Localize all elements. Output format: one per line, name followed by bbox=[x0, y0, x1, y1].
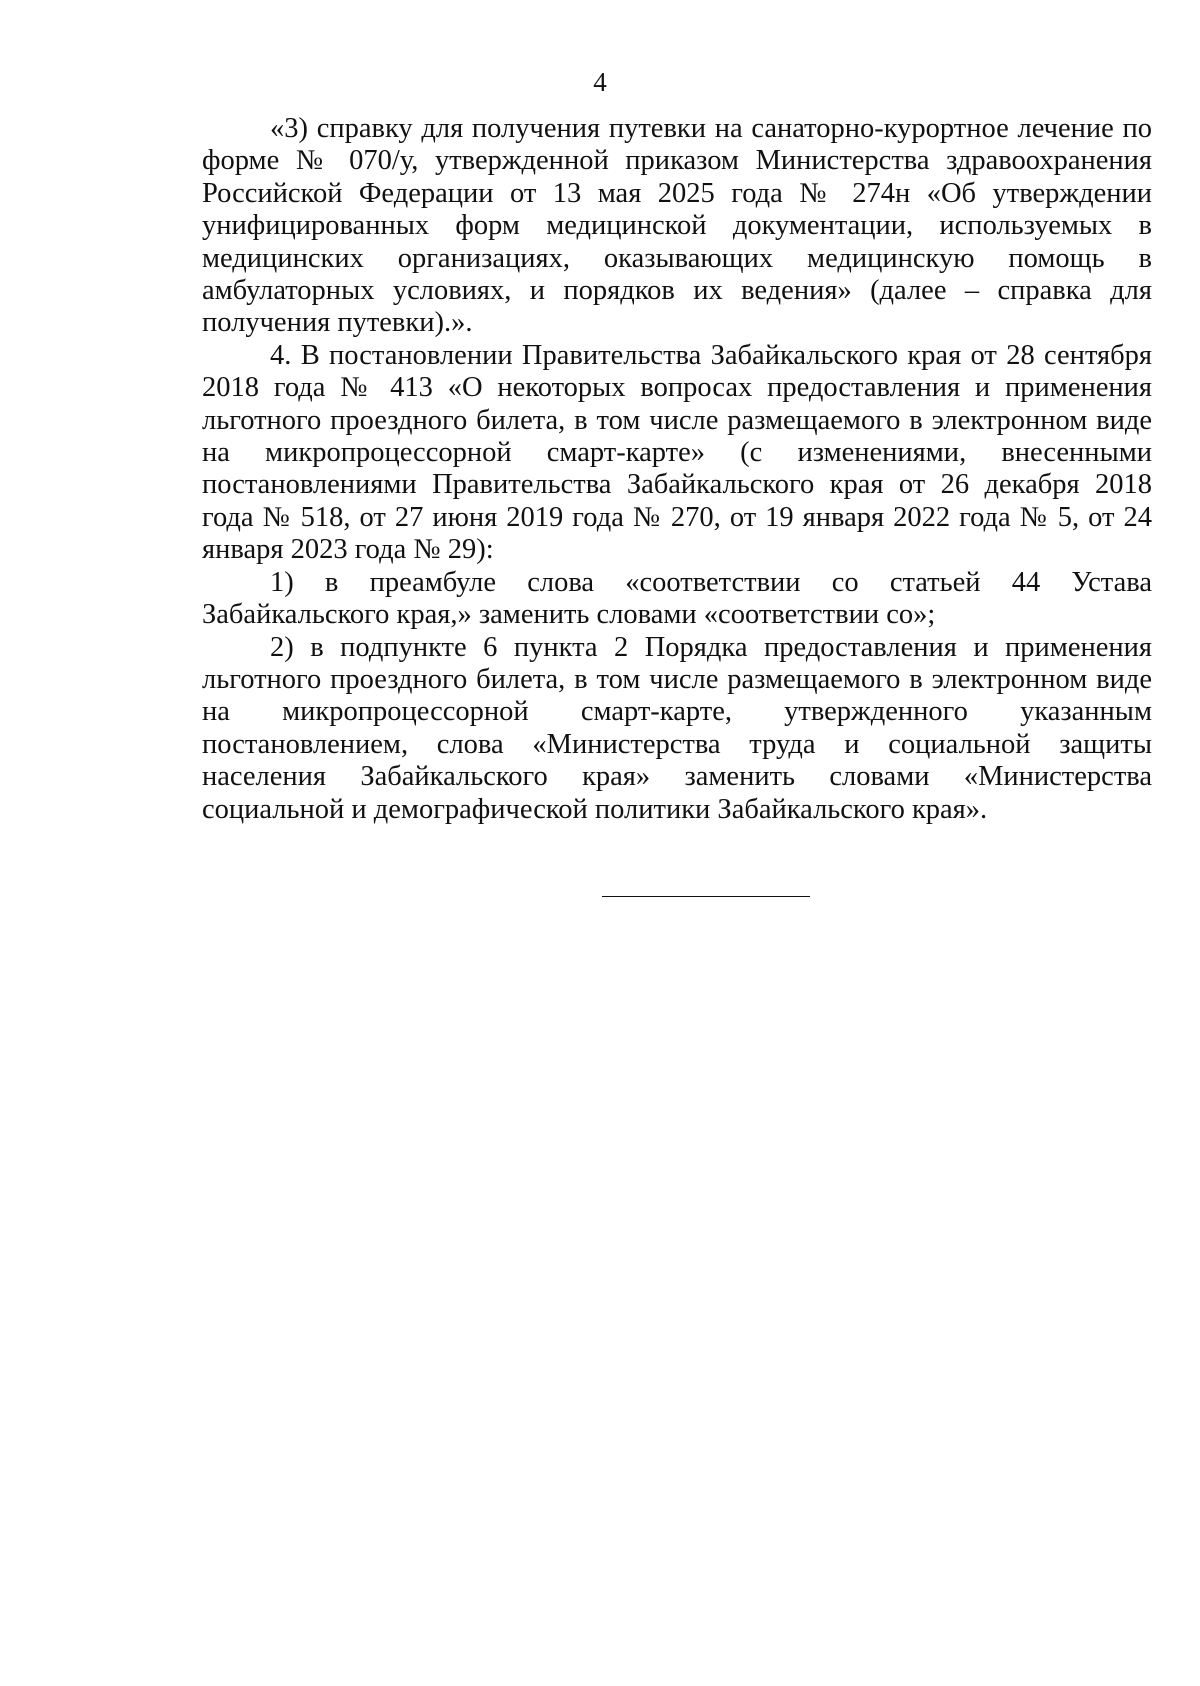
paragraph-subitem-2: 2) в подпункте 6 пункта 2 Порядка предоставления и применения льготного проездного билета, в том числе размещаемого в электронном виде на микропроцессорной смарт-карте, утвержденного указанным постановлением, слова «Министерства труда и социальной защиты населения Забайкальского края» заменить словами «Министерства социальной и демографической политики Забайкальского края». bbox=[202, 631, 1152, 825]
document-body bbox=[202, 113, 1152, 826]
page-number: 4 bbox=[593, 67, 607, 97]
end-of-text-rule bbox=[602, 896, 810, 897]
paragraph-subitem-3: «3) справку для получения путевки на санаторно-курортное лечение по форме № 070/у, утвержденной приказом Министерства здравоохранения Российской Федерации от 13 мая 2025 года № 274н «Об утверждении унифицированных форм медицинской документации, используемых в медицинских организациях, оказывающих медицинскую помощь в амбулаторных условиях, и порядков их ведения» (далее – справка для получения путевки).». bbox=[202, 113, 1152, 339]
paragraph-subitem-1: 1) в преамбуле слова «соответствии со статьей 44 Устава Забайкальского края,» заменить словами «соответствии со»; bbox=[202, 566, 1152, 631]
paragraph-item-4: 4. В постановлении Правительства Забайкальского края от 28 сентября 2018 года № 413 «О некоторых вопросах предоставления и применения льготного проездного билета, в том числе размещаемого в электронном виде на микропроцессорной смарт-карте» (с изменениями, внесенными постановлениями Правительства Забайкальского края от 26 декабря 2018 года № 518, от 27 июня 2019 года № 270, от 19 января 2022 года № 5, от 24 января 2023 года № 29): bbox=[202, 339, 1152, 566]
